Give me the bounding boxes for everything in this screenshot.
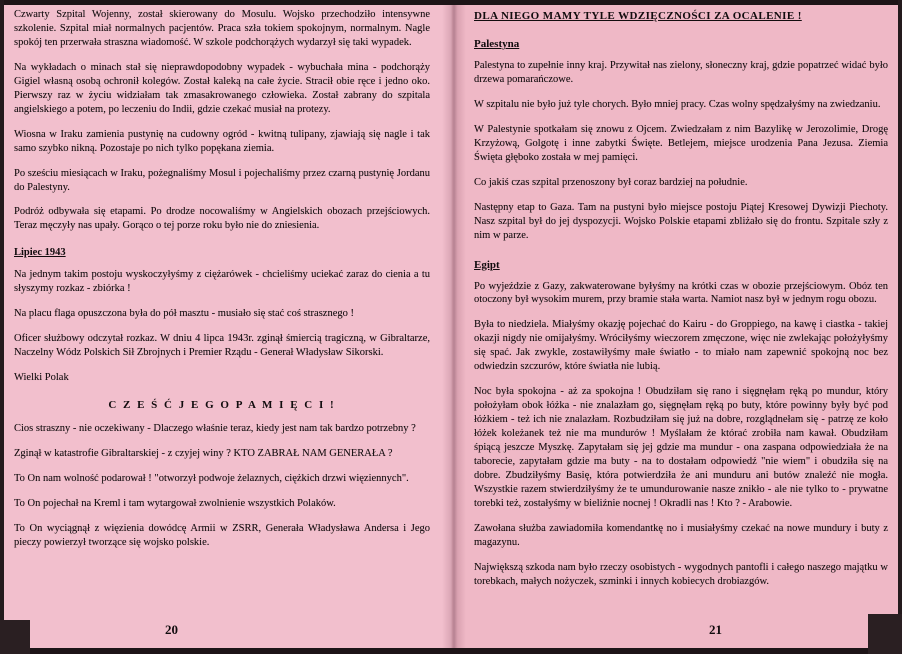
section-title-egipt: Egipt	[474, 258, 500, 271]
paragraph: Następny etap to Gaza. Tam na pustyni było miejsce postoju Piątej Kresowej Dywizji Piechoty. Nasz szpital był do jej dyspozycji. Wojsko Polskie etapami zbliżało się do frontu. Szpitale szły z nim w parze.	[474, 201, 888, 241]
paragraph: Po wyjeździe z Gazy, zakwaterowane byłyśmy na krótki czas w obozie przejściowym. Obóz ten otoczony był wysokim murem, przy bramie stała warta. Namiot nasz był w jednym rogu obozu.	[474, 280, 888, 306]
page-title: DLA NIEGO MAMY TYLE WDZIĘCZNOŚCI ZA OCALENIE !	[474, 10, 802, 22]
paragraph: Palestyna to zupełnie inny kraj. Przywitał nas zielony, słoneczny kraj, gdzie popatrzeć widać było drzewa pomarańczowe.	[474, 60, 888, 85]
scan-edge-top	[0, 0, 902, 5]
paragraph: Na wykładach o minach stał się nieprawdopodobny wypadek - wybuchała mina - podchorąży Gigiel własną osobą ochronił kolegów. Został kaleką na całe życie. Stracił obie ręce i jedno oko. Pierwszy raz w życiu widziałam tak zmasakrowanego człowieka. Został zabrany do szpitala angielskiego a potem, po leczeniu do Indii, gdzie czekać musiał na protezy.	[14, 61, 430, 115]
page-number-right: 21	[709, 622, 722, 637]
scan-edge-bottom	[0, 648, 902, 654]
scan-edge-left	[0, 0, 4, 654]
paragraph: Wielki Polak	[14, 372, 69, 384]
paragraph: Co jakiś czas szpital przenoszony był coraz bardziej na południe.	[474, 176, 748, 188]
scan-edge-right	[898, 0, 902, 654]
paragraph: Na jednym takim postoju wyskoczyłyśmy z ciężarówek - chcieliśmy uciekać zaraz do cienia a tu słyszymy rozkaz - zbiórka !	[14, 269, 430, 295]
paragraph: Największą szkoda nam było rzeczy osobistych - wygodnych pantofli i całego naszego majątku w torebkach, małych nożyczek, szminki i innych kobiecych drobiazgów.	[474, 561, 888, 587]
paragraph: To On wyciągnął z więzienia dowódcę Armii w ZSRR, Generała Władysława Andersa i Jego pieczy powierzył tworzące się wojsko polskie.	[14, 522, 430, 548]
paragraph: Wiosna w Iraku zamienia pustynię na cudowny ogród - kwitną tulipany, zjawiają się nagle i tak samo szybko nikną. Pozostaje po nich tylko popękana ziemia.	[14, 128, 430, 154]
section-title-palestyna: Palestyna	[474, 38, 520, 50]
paragraph: Na placu flaga opuszczona była do pół masztu - musiało się stać coś strasznego !	[14, 308, 354, 320]
paragraph: To On nam wolność podarował ! "otworzył podwoje żelaznych, ciężkich drzwi więziennych".	[14, 473, 409, 485]
paragraph: Zginął w katastrofie Gibraltarskiej - z czyjej winy ? KTO ZABRAŁ NAM GENERAŁA ?	[14, 448, 393, 460]
paragraph: Noc była spokojna - aż za spokojna ! Obudziłam się rano i sięgnęłam ręką po mundur, który położyłam obok łóżka - nie znalazłam go, sięgnęłam ręką po buty, które powinny były być pod łóżkiem - też ich nie znalazłam. Rozbudziłam się już na dobre, rozglądnełam się - patrzę ze koło łóżek koleżanek też nie ma mundurów ! Myślałam że którać zrobiła nam kawał. Obudziłam śpiącą jeszcze Myszkę. Zapytałam się jej gdzie ma mundur - ona zaspana odpowiedziała że na taborecie, zapytałam gdzie ma buty - na to dostałam odpowiedź "nie wiem" i obudziła się na dobre. Zbudziłyśmy Basię, która potwierdziła że ani munduru ani butów znaleźć nie mogła. Wszystkie razem stwierdziłyśmy że te umundurowanie nasze znikło - ale nie tylko to - prywatne torebki też, zostałyśmy w bieliźnie nocnej ! Okradli nas ! Kto ? - Arabowie.	[474, 386, 888, 509]
paragraph: Po sześciu miesiącach w Iraku, pożegnaliśmy Mosul i pojechaliśmy przez czarną pustynię Jordanu do Palestyny.	[14, 167, 430, 193]
scan-corner-shadow-left	[0, 620, 30, 654]
paragraph: Oficer służbowy odczytał rozkaz. W dniu 4 lipca 1943r. zginął śmiercią tragiczną, w Gibraltarze, Naczelny Wódz Polskich Sił Zbrojnych i Premier Rządu - Generał Władysław Sikorski.	[14, 333, 430, 359]
paragraph: W szpitalu nie było już tyle chorych. Było mniej pracy. Czas wolny spędzałyśmy na zwiedzaniu.	[474, 98, 881, 110]
page-number-left: 20	[165, 622, 178, 637]
paragraph: Czwarty Szpital Wojenny, został skierowany do Mosulu. Wojsko przechodziło intensywne szkolenie. Szpital miał normalnych pacjentów. Praca szła tokiem spokojnym, normalnym. Nagle spokój ten przerwała straszna wiadomość. W szkole podchorążych wydarzył się taki wypadek.	[14, 9, 430, 48]
scan-corner-shadow-right	[868, 614, 902, 654]
section-heading-date: Lipiec 1943	[14, 247, 66, 259]
paragraph: Zawołana służba zawiadomiła komendantkę no i musiałyśmy czekać na nowe mundury i buty z magazynu.	[474, 522, 888, 548]
paragraph: Podróż odbywała się etapami. Po drodze nocowaliśmy w Angielskich obozach przejściowych. Teraz męczyły nas upały. Gorąco o tej porze roku było nie do zniesienia.	[14, 206, 430, 232]
paragraph: To On pojechał na Kreml i tam wytargował zwolnienie wszystkich Polaków.	[14, 497, 336, 509]
paragraph: W Palestynie spotkałam się znowu z Ojcem. Zwiedzałam z nim Bazylikę w Jerozolimie, Drogę Krzyżową, Golgotę i inne zabytki Święte. Betlejem, miejsce urodzenia Pana Jezusa. Ziemia Święta głęboko została w mej pamięci.	[474, 123, 888, 163]
right-page	[452, 0, 902, 654]
paragraph: Była to niedziela. Miałyśmy okazję pojechać do Kairu - do Groppiego, na kawę i ciastka - takiej okazji nigdy nie omijałyśmy. Wróciłyśmy wieczorem zmęczone, więc nie zwlekając położyłyśmy się spać. Jak zwykle, zostawiłyśmy małe światło - to miało nam zapewnić spokojną noc bez odwiedzin szczurów, które światła nie lubią.	[474, 319, 888, 373]
memorial-title: C Z E Ś Ć J E G O P A M I Ę C I !	[108, 399, 336, 412]
paragraph: Cios straszny - nie oczekiwany - Dlaczego właśnie teraz, kiedy jest nam tak bardzo potrzebny ?	[14, 423, 416, 435]
